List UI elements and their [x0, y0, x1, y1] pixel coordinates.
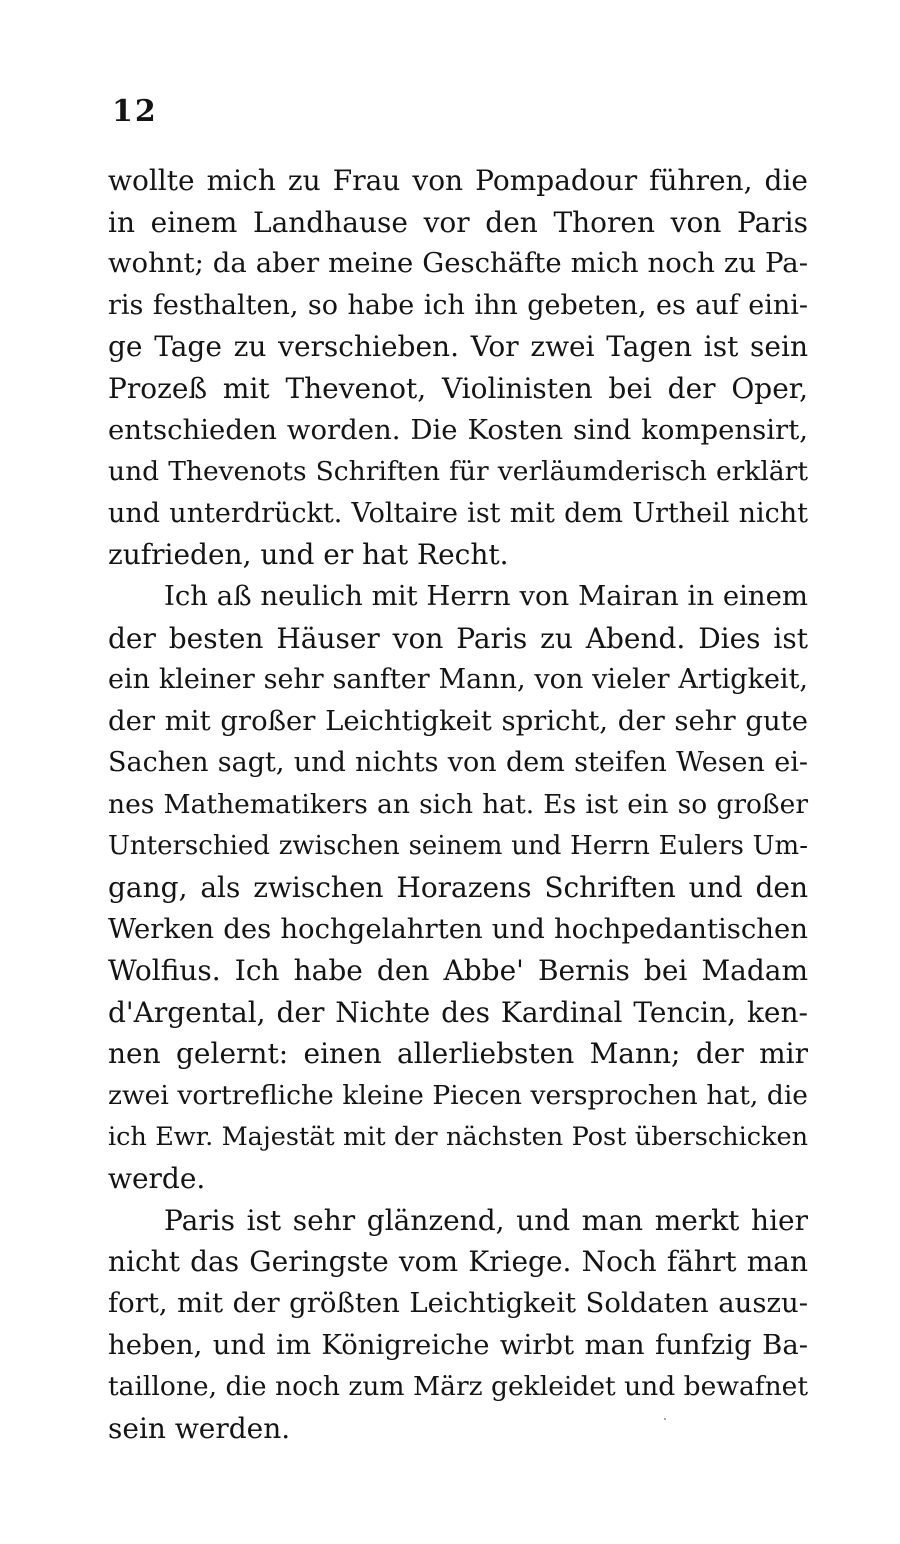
text-line: ein kleiner sehr sanfter Mann, von vieler Artigkeit, — [108, 664, 808, 696]
text-line: Unterschied zwischen seinem und Herrn Eulers Um- — [108, 830, 808, 861]
text-line: sein werden. — [108, 1411, 291, 1445]
text-line: zufrieden, und er hat Recht. — [108, 538, 509, 572]
text-line: heben, und im Königreiche wirbt man funfzig Ba- — [108, 1328, 808, 1361]
text-line: und unterdrückt. Voltaire ist mit dem Urtheil nicht — [108, 497, 808, 529]
text-line: gang, als zwischen Horazens Schriften und den — [108, 871, 808, 905]
text-line: nes Mathematikers an sich hat. Es ist ein so großer — [108, 788, 808, 820]
text-line: d'Argental, der Nichte des Kardinal Tencin, ken- — [108, 995, 808, 1029]
text-line: Werken des hochgelahrten und hochpedantischen — [108, 912, 808, 945]
text-line: Wolfius. Ich habe den Abbe' Bernis bei Madam — [108, 954, 808, 988]
text-line: Paris ist sehr glänzend, und man merkt hier — [164, 1203, 808, 1237]
text-line: entschieden worden. Die Kosten sind kompensirt, — [108, 413, 808, 446]
text-line: und Thevenots Schriften für verläumderisch erklärt — [108, 456, 808, 488]
text-line: in einem Landhause vor den Thoren von Paris — [108, 205, 808, 239]
text-line: nen gelernt: einen allerliebsten Mann; der mir — [108, 1037, 808, 1071]
text-line: nicht das Geringste vom Kriege. Noch fährt man — [108, 1245, 808, 1279]
text-line: ris festhalten, so habe ich ihn gebeten, es auf eini- — [108, 289, 808, 321]
text-line: ich Ewr. Majestät mit der nächsten Post überschicken — [108, 1121, 808, 1152]
text-line: ge Tage zu verschieben. Vor zwei Tagen ist sein — [108, 330, 808, 364]
print-speck — [664, 1418, 666, 1420]
text-line: wohnt; da aber meine Geschäfte mich noch zu Pa- — [108, 247, 808, 280]
text-line: der besten Häuser von Paris zu Abend. Dies ist — [108, 621, 808, 655]
text-line: zwei vortrefliche kleine Piecen versprochen hat, die — [108, 1080, 808, 1112]
text-line: wollte mich zu Frau von Pompadour führen, die — [108, 164, 808, 197]
text-line: taillone, die noch zum März gekleidet und bewafnet — [108, 1371, 808, 1403]
text-line: Sachen sagt, und nichts von dem steifen Wesen ei- — [108, 747, 808, 779]
text-line: fort, mit der größten Leichtigkeit Soldaten auszu- — [108, 1287, 808, 1320]
text-line: werde. — [108, 1162, 206, 1196]
text-line: der mit großer Leichtigkeit spricht, der sehr gute — [108, 704, 808, 737]
text-line: Prozeß mit Thevenot, Violinisten bei der Oper, — [108, 371, 808, 405]
page-number: 12 — [112, 94, 158, 129]
body-text — [108, 160, 808, 1449]
text-line: Ich aß neulich mit Herrn von Mairan in einem — [164, 579, 808, 612]
